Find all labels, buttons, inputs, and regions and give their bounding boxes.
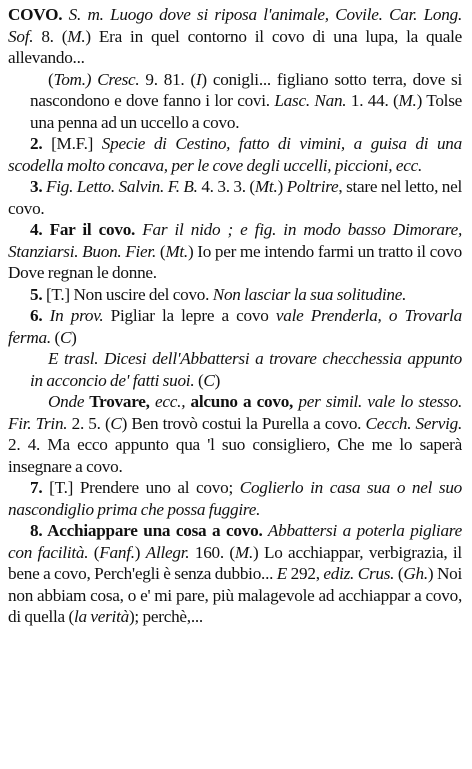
- entry-italic-text: ediz. Crus.: [323, 564, 395, 583]
- entry-text: 2. 5. (: [67, 413, 111, 433]
- entry-italic-text: Fanf.: [99, 542, 135, 562]
- entry-text: ) Noi non abbiam cosa, o e' mi pare, più malagevole ad acchiappar a covo, di quella (: [8, 564, 462, 626]
- entry-italic-text: I: [195, 69, 202, 89]
- entry-text: 292,: [287, 564, 324, 583]
- entry-text: [T.] Prendere uno al covo;: [42, 478, 240, 497]
- entry-italic-text: C: [203, 370, 215, 390]
- entry-text: 4. 3. 3. (: [197, 177, 255, 196]
- entry-headword: COVO.: [8, 5, 63, 24]
- entry-headword: alcuno a covo,: [185, 392, 294, 411]
- dictionary-entry-p2: [8, 69, 462, 134]
- entry-italic-text: M.: [398, 91, 417, 110]
- entry-italic-text: In prov.: [42, 306, 104, 325]
- entry-italic-text: Coglierlo in casa sua o nel suo nascondiglio prima che possa fuggire.: [8, 478, 463, 519]
- entry-text: , stare nel letto, nel covo.: [8, 177, 462, 218]
- entry-text: ) Tolse una penna ad un uccello a covo.: [30, 91, 463, 132]
- dictionary-entry-p5: [8, 219, 462, 284]
- entry-italic-text: Abbattersi a poterla pigliare con facilità.: [8, 521, 462, 562]
- dictionary-entry-p4: [8, 176, 462, 219]
- entry-text: ) conigli... figliano sotto terra, dove si nascondono e dove fanno i lor covi.: [30, 69, 463, 110]
- entry-text: 160. (: [189, 542, 235, 562]
- entry-text: [T.] Non uscire del covo.: [42, 284, 213, 304]
- entry-text: 2. 4. Ma ecco appunto qua 'l suo consigliero, Che me lo saperà insegnare a covo.: [8, 435, 462, 476]
- entry-italic-text: Tom.) Cresc.: [53, 69, 140, 89]
- entry-text: (: [394, 564, 404, 583]
- entry-text: [M.F.]: [42, 134, 102, 153]
- entry-italic-text: Mt.: [254, 177, 278, 196]
- entry-text: ) Ben trovò costui la Purella a covo.: [121, 413, 366, 433]
- entry-italic-text: Far il nido ; e fig. in modo basso Dimorare, Stanziarsi. Buon. Fier.: [8, 220, 463, 261]
- entry-italic-text: M.: [67, 26, 86, 46]
- entry-text: (: [194, 370, 204, 390]
- entry-text: (: [50, 327, 60, 347]
- entry-headword: 5.: [30, 284, 43, 304]
- entry-text: ) Era in quel contorno il covo di una lupa, la quale allevando...: [8, 26, 462, 67]
- entry-italic-text: Onde: [48, 392, 85, 411]
- entry-text: (: [48, 69, 54, 89]
- dictionary-entry-p6: [8, 284, 462, 306]
- entry-italic-text: C: [59, 327, 72, 347]
- entry-text: 8. (: [33, 26, 68, 46]
- entry-italic-text: Specie di Cestino, fatto di vimini, a guisa di una scodella molto concava, per le cove degli uccelli, piccioni, ecc.: [8, 134, 462, 175]
- entry-text: 1. 44. (: [346, 91, 399, 110]
- entry-text: (: [88, 542, 100, 562]
- entry-italic-text: Gh.: [403, 564, 428, 583]
- entry-headword: 8. Acchiappare una cosa a covo.: [30, 521, 263, 540]
- entry-text: (: [156, 241, 166, 261]
- entry-text: ) Lo acchiappar, verbigrazia, il bene a covo, Perch'egli è senza dubbio...: [8, 542, 462, 583]
- entry-italic-text: M.: [234, 542, 254, 562]
- entry-italic-text: Lasc. Nan.: [274, 91, 347, 110]
- entry-italic-text: Non lasciar la sua solitudine.: [212, 284, 407, 304]
- dictionary-entry-p11: [8, 520, 462, 628]
- entry-italic-text: E trasl. Dicesi dell'Abbattersi a trovare checchessia appunto in acconcio de' fatti suoi.: [30, 349, 462, 390]
- entry-text: ): [134, 542, 146, 562]
- entry-headword: 3.: [30, 177, 43, 196]
- entry-headword: 2.: [30, 134, 43, 153]
- dictionary-entry-p9: [8, 391, 462, 477]
- entry-text: 9. 81. (: [139, 69, 196, 89]
- entry-italic-text: Allegr.: [145, 542, 190, 562]
- entry-italic-text: la verità: [73, 607, 129, 626]
- entry-headword: 4. Far il covo.: [30, 220, 136, 239]
- dictionary-entry-p1: [8, 4, 462, 69]
- entry-italic-text: E: [276, 564, 288, 583]
- entry-italic-text: Fig. Letto. Salvin. F. B.: [42, 177, 198, 196]
- entry-text: ) Io per me intendo farmi un tratto il covo Dove regnan le donne.: [8, 241, 462, 282]
- dictionary-entry-p7: [8, 305, 462, 348]
- entry-italic-text: C: [110, 413, 122, 433]
- entry-italic-text: S. m. Luogo dove si riposa l'animale, Covile. Car. Long. Sof.: [8, 5, 462, 46]
- dictionary-entry-p8: [8, 348, 462, 391]
- entry-text: ): [214, 370, 221, 390]
- entry-italic-text: per simil. vale lo stesso. Fir. Trin.: [8, 392, 462, 433]
- entry-italic-text: ecc.,: [149, 392, 186, 411]
- entry-italic-text: Cecch. Servig.: [365, 413, 462, 433]
- entry-text: Pigliar la lepre a covo: [103, 306, 276, 325]
- entry-text: ): [71, 327, 77, 347]
- entry-text: ): [277, 177, 287, 196]
- entry-italic-text: Mt.: [165, 241, 188, 261]
- dictionary-entry-p3: [8, 133, 462, 176]
- entry-text: ); perchè,...: [128, 607, 203, 626]
- entry-headword: Trovare,: [84, 392, 150, 411]
- entry-headword: 6.: [30, 306, 43, 325]
- dictionary-entry-p10: [8, 477, 462, 520]
- entry-italic-text: vale Prenderla, o Trovarla ferma.: [8, 306, 462, 347]
- entry-headword: 7.: [30, 478, 43, 497]
- entry-italic-text: Poltrire: [286, 177, 339, 196]
